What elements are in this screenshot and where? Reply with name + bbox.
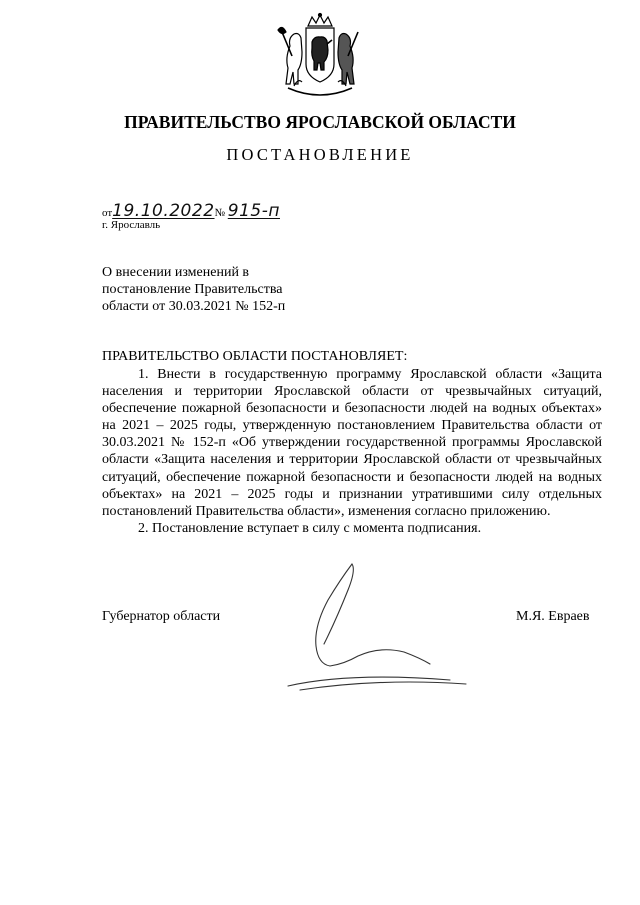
handwritten-signature-icon bbox=[270, 560, 470, 695]
document-place: г. Ярославль bbox=[102, 219, 161, 231]
date-number-line bbox=[102, 201, 280, 221]
government-title: ПРАВИТЕЛЬСТВО ЯРОСЛАВСКОЙ ОБЛАСТИ bbox=[124, 112, 516, 132]
document-subject: О внесении изменений в постановление Правительства области от 30.03.2021 № 152-п bbox=[102, 265, 286, 314]
signatory-name: М.Я. Евраев bbox=[516, 609, 590, 624]
paragraph-1: 1. Внести в государственную программу Ярославской области «Защита населения и территории Ярославской области от чрезвычайных ситуаций, обеспечение пожарной безопасности и безопасности людей на водных объектах» на 2021 – 2025 годы, утвержденную постановлением Правительства области от 30.03.2021 № 152-п «Об утверждении государственной программы Ярославской области «Защита населения и территории Ярославской области от чрезвычайных ситуаций, обеспечение пожарной безопасности и безопасности людей на водных объектах» на 2021 – 2025 годы и признании утратившими силу отдельных постановлений Правительства области», изменения согласно приложению. bbox=[102, 367, 602, 519]
document-body bbox=[102, 366, 602, 537]
date-prefix: от bbox=[102, 207, 113, 219]
number-prefix: № bbox=[214, 207, 226, 219]
document-date: 19.10.2022 bbox=[112, 201, 215, 221]
document-number: 915-п bbox=[227, 201, 280, 221]
document-type: ПОСТАНОВЛЕНИЕ bbox=[226, 145, 414, 164]
signatory-position: Губернатор области bbox=[102, 609, 221, 624]
decree-heading: ПРАВИТЕЛЬСТВО ОБЛАСТИ ПОСТАНОВЛЯЕТ: bbox=[102, 349, 408, 364]
paragraph-2: 2. Постановление вступает в силу с момента подписания. bbox=[138, 520, 482, 536]
coat-of-arms-icon bbox=[268, 12, 372, 98]
